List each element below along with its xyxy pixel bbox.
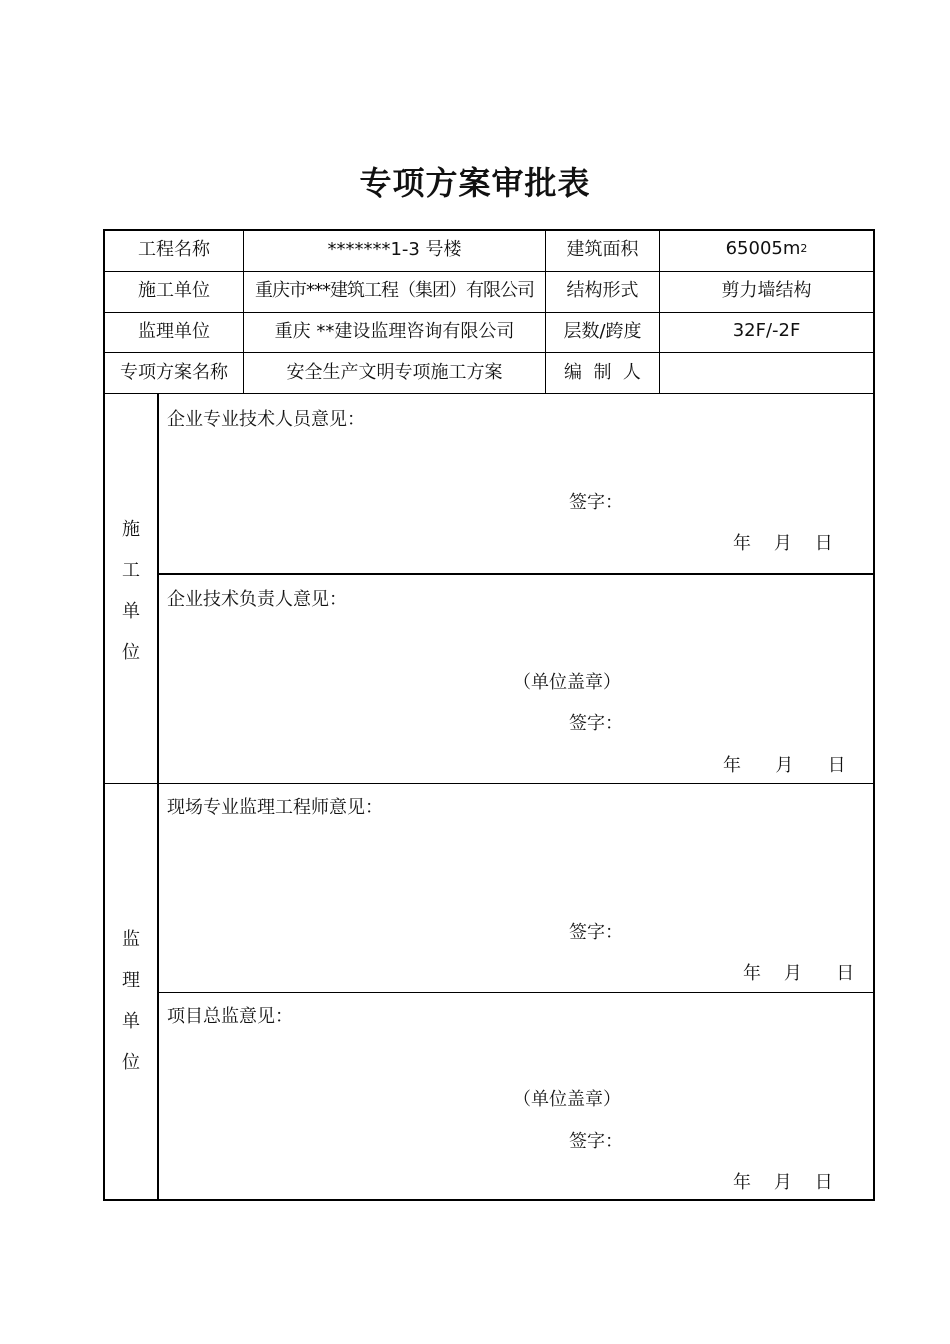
value-floors-span: 32F/-2F [732, 319, 801, 341]
label-floors-span: 层数/跨度 [563, 321, 642, 342]
tech-lead-signature-label: 签字： [569, 713, 623, 734]
label-plan-name: 专项方案名称 [120, 362, 228, 383]
label-construction-unit: 施工单位 [138, 280, 210, 301]
tech-staff-opinion-label: 企业专业技术人员意见： [167, 409, 365, 430]
approval-form [103, 229, 875, 1201]
tech-staff-signature-label: 签字： [569, 492, 623, 513]
side-label-divider [157, 393, 159, 1199]
tech-lead-date: 年 月 日 [723, 755, 846, 776]
value-plan-name: 安全生产文明专项施工方案 [286, 362, 503, 383]
section-divider [105, 783, 873, 784]
chief-date: 年 月 日 [733, 1172, 833, 1193]
label-author: 编 制 人 [564, 362, 641, 383]
engineer-date: 年 月 日 [743, 963, 855, 984]
value-construction-unit: 重庆市***建筑工程（集团）有限公司 [255, 280, 534, 301]
chief-signature-label: 签字： [569, 1131, 623, 1152]
label-structure-type: 结构形式 [566, 280, 639, 301]
value-building-area: 65005m 2 [725, 237, 808, 259]
label-building-area: 建筑面积 [566, 239, 639, 260]
tech-lead-opinion-label: 企业技术负责人意见： [167, 589, 347, 610]
row-divider [105, 393, 873, 394]
value-structure-type: 剪力墙结构 [721, 280, 812, 301]
page-title: 专项方案审批表 [359, 164, 591, 202]
section-divider [158, 573, 873, 575]
supervision-unit-side-label: 监 理 单 位 [122, 929, 140, 1073]
value-supervision-unit: 重庆 **建设监理咨询有限公司 [274, 321, 515, 342]
area-unit-superscript: 2 [800, 241, 808, 255]
tech-lead-seal-label: （单位盖章） [513, 672, 621, 693]
section-divider [158, 992, 873, 993]
engineer-opinion-label: 现场专业监理工程师意见： [167, 797, 383, 818]
chief-opinion-label: 项目总监意见： [167, 1006, 293, 1027]
value-author[interactable] [660, 353, 873, 389]
construction-unit-side-label: 施 工 单 位 [122, 519, 140, 663]
engineer-signature-label: 签字： [569, 922, 623, 943]
tech-staff-date: 年 月 日 [733, 533, 833, 554]
label-supervision-unit: 监理单位 [138, 321, 210, 342]
chief-seal-label: （单位盖章） [513, 1089, 621, 1110]
value-project-name: *******1-3 号楼 [327, 239, 462, 260]
label-project-name: 工程名称 [138, 239, 210, 260]
